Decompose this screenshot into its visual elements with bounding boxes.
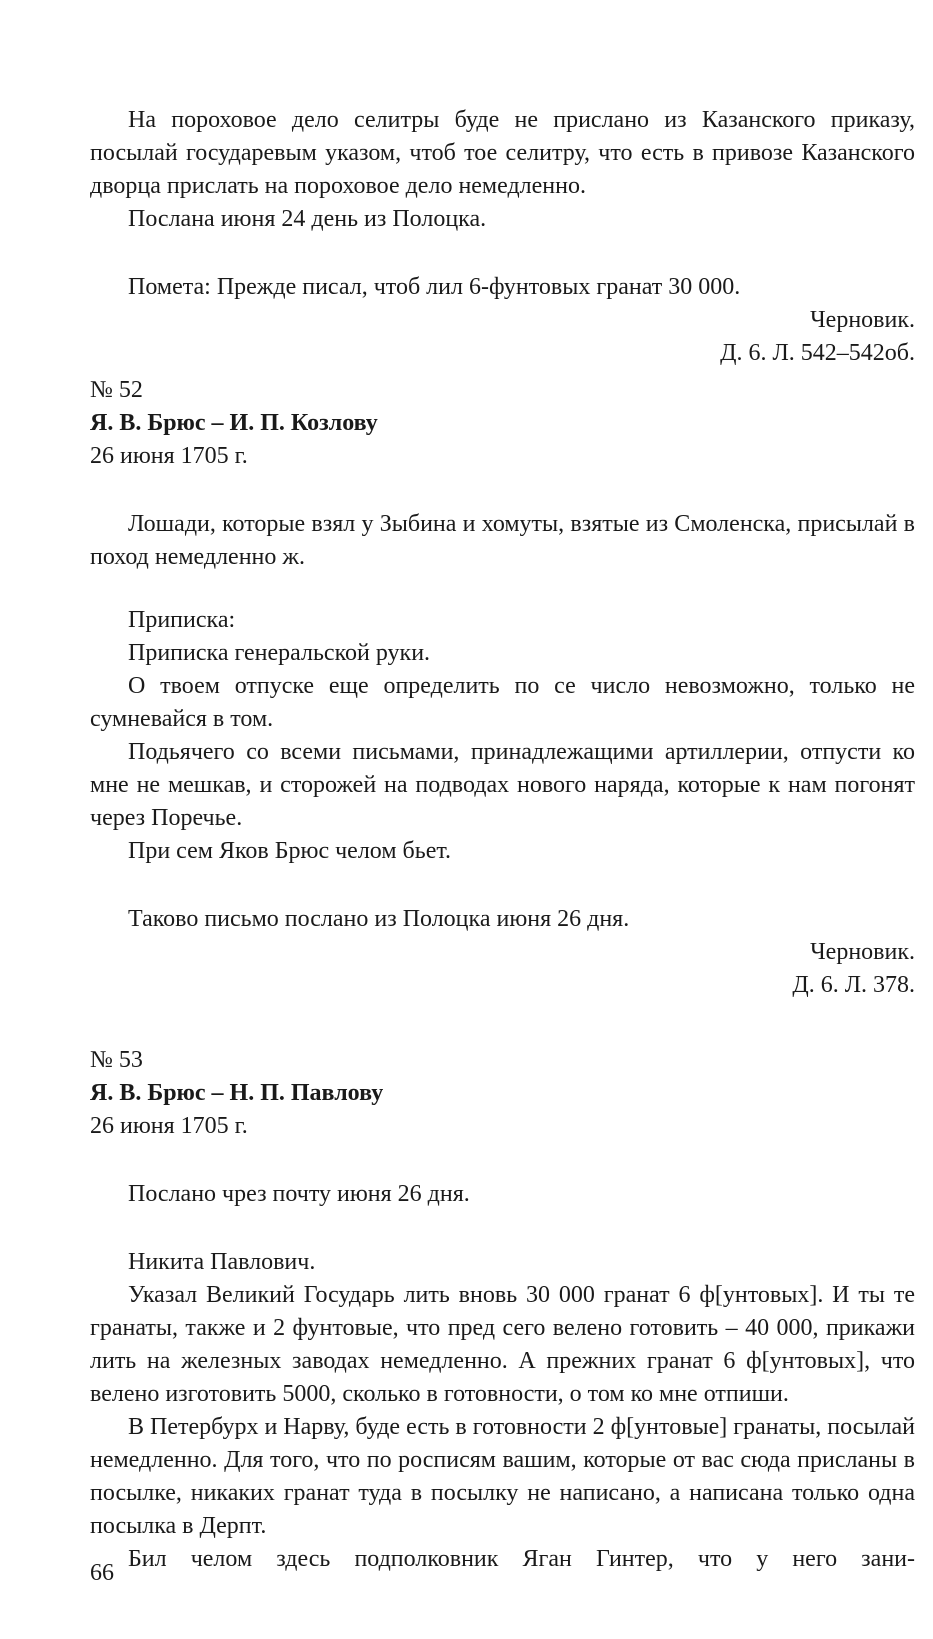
document-page <box>90 104 915 1576</box>
doc52-date: 26 июня 1705 г. <box>90 443 248 469</box>
doc53-paragraph-3: Бил челом здесь подполковник Яган Гинтер, что у него зани- <box>128 1546 915 1572</box>
doc53-number: № 53 <box>90 1047 143 1073</box>
doc52-paragraph-3: Подьячего со всеми письмами, принадлежащими артиллерии, отпусти ко мне не мешкав, и сторожей на подводах нового наряда, которые к нам погонят через Поречье. <box>90 739 915 831</box>
doc52-draft-label: Черновик. <box>810 939 915 965</box>
doc51-paragraph-1: На пороховое дело селитры буде не прислано из Казанского приказу, посылай государевым указом, чтоб тое селитру, что есть в привозе Казанского дворца прислать на пороховое дело немедленно. <box>90 107 915 199</box>
doc52-postscript-hand: Приписка генеральской руки. <box>128 640 431 666</box>
doc52-archive-ref: Д. 6. Л. 378. <box>792 972 915 998</box>
doc52-paragraph-1: Лошади, которые взял у Зыбина и хомуты, взятые из Смоленска, присылай в поход немедленно ж. <box>90 511 915 570</box>
doc52-sent-line: Таково письмо послано из Полоцка июня 26 дня. <box>128 906 630 932</box>
doc53-sent-line: Послано чрез почту июня 26 дня. <box>128 1181 470 1207</box>
doc52-paragraph-2: О твоем отпуске еще определить по се число невозможно, только не сумневайся в том. <box>90 673 915 732</box>
doc52-paragraph-4: При сем Яков Брюс челом бьет. <box>128 838 452 864</box>
doc53-paragraph-2: В Петербурх и Нарву, буде есть в готовности 2 ф[унтовые] гранаты, посылай немедленно. Для того, что по росписям вашим, которые от вас сюда присланы в посылке, никаких гранат туда в посылку не написано, а написана только одна посылка в Дерпт. <box>90 1414 915 1539</box>
doc51-sent-line: Послана июня 24 день из Полоцка. <box>128 206 487 232</box>
doc52-number: № 52 <box>90 377 143 403</box>
doc53-date: 26 июня 1705 г. <box>90 1113 248 1139</box>
doc52-postscript-label: Приписка: <box>128 607 236 633</box>
doc51-note: Помета: Прежде писал, чтоб лил 6-фунтовых гранат 30 000. <box>128 274 741 300</box>
doc51-archive-ref: Д. 6. Л. 542–542об. <box>720 340 915 366</box>
doc53-salutation: Никита Павлович. <box>128 1249 316 1275</box>
doc51-draft-label: Черновик. <box>810 307 915 333</box>
doc53-heading: Я. В. Брюс – Н. П. Павлову <box>90 1080 384 1106</box>
doc53-paragraph-1: Указал Великий Государь лить вновь 30 000 гранат 6 ф[унтовых]. И ты те гранаты, также и 2 фунтовые, что пред сего велено готовить – 40 000, прикажи лить на железных заводах немедленно. А прежних гранат 6 ф[унтовых], что велено изготовить 5000, сколько в готовности, о том ко мне отпиши. <box>90 1282 915 1407</box>
page-number: 66 <box>90 1560 114 1586</box>
doc52-heading: Я. В. Брюс – И. П. Козлову <box>90 410 378 436</box>
